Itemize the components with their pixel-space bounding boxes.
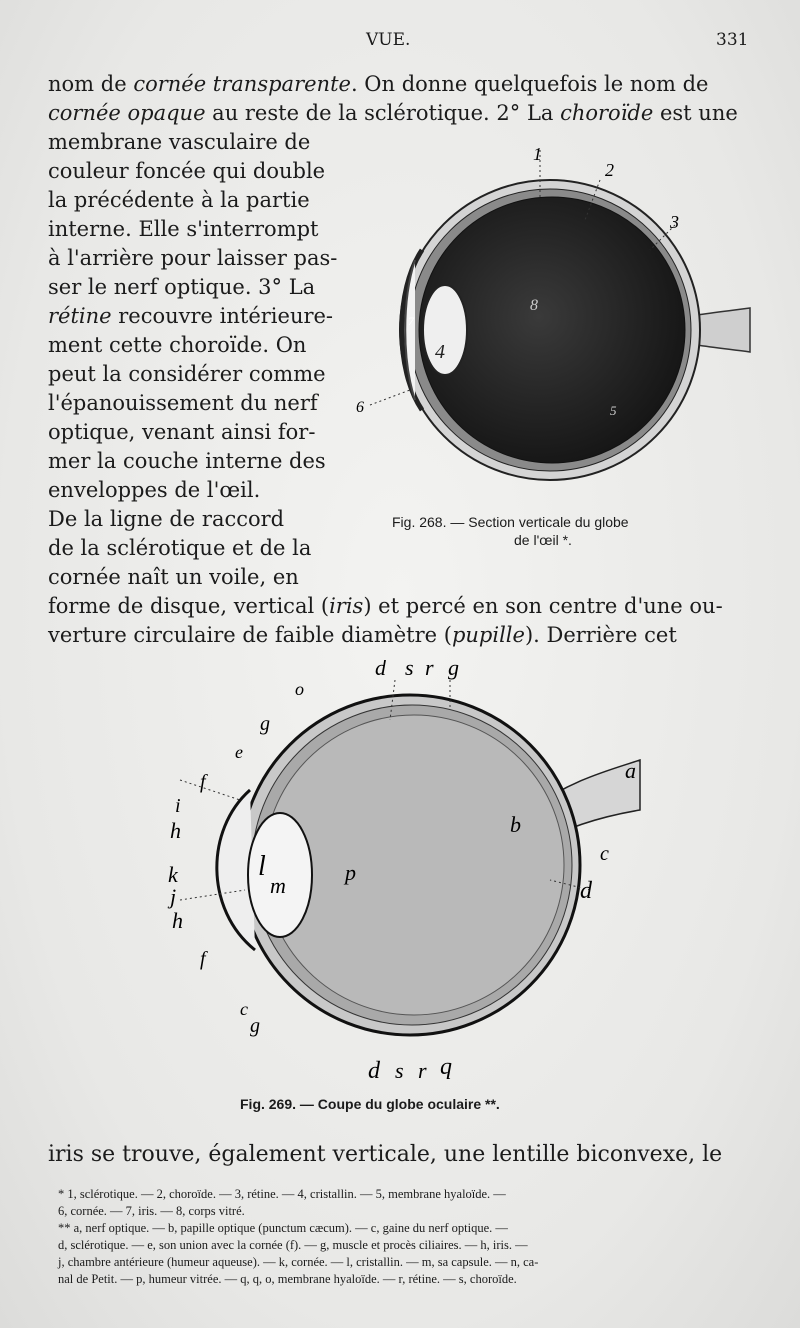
- footnote-line: j, chambre antérieure (humeur aqueuse). — k, cornée. — l, cristallin. — m, sa capsule. — n, ca-: [58, 1255, 539, 1269]
- fig269-label-p: p: [345, 860, 356, 885]
- body-text-segment: . On donne quelquefois le nom de: [350, 72, 709, 96]
- body-text-segment: membrane vasculaire de: [48, 130, 311, 154]
- body-text-line: [48, 505, 284, 534]
- fig269-label-h-bottom: h: [172, 908, 183, 933]
- fig269-label-g-bottom: g: [250, 1015, 260, 1037]
- body-text-line: [48, 157, 325, 186]
- body-text-line: [48, 592, 723, 621]
- fig269-label-g-top: g: [448, 660, 459, 680]
- fig269-label-r-top: r: [425, 660, 434, 680]
- fig269-label-r-bottom: r: [418, 1058, 427, 1080]
- figure-268-caption-line2: de l'œil *.: [514, 532, 572, 548]
- page-number: 331: [716, 30, 749, 50]
- body-text-segment: forme de disque, vertical (: [48, 594, 330, 618]
- fig269-label-f-bottom: f: [200, 948, 206, 970]
- body-text-line: [48, 215, 319, 244]
- fig269-label-f-top: f: [200, 771, 206, 793]
- body-text-segment: est une: [653, 101, 738, 125]
- body-text-line: [48, 621, 677, 650]
- body-text-segment: couleur foncée qui double: [48, 159, 326, 183]
- body-text-line: [48, 389, 318, 418]
- fig268-label-2: 2: [605, 160, 614, 180]
- fig269-label-h-top: h: [170, 818, 181, 843]
- body-text-line: [48, 476, 260, 505]
- fig269-label-g-left: g: [260, 713, 270, 735]
- footnote-line: nal de Petit. — p, humeur vitrée. — q, q, o, membrane hyaloïde. — r, rétine. — s, choroïde.: [58, 1272, 517, 1286]
- body-text-segment: de la sclérotique et de la: [48, 536, 312, 560]
- body-text-segment: interne. Elle s'interrompt: [48, 217, 319, 241]
- fig268-label-6: 6: [356, 399, 364, 416]
- body-text-segment: l'épanouissement du nerf: [48, 391, 318, 415]
- footnote-line: 6, cornée. — 7, iris. — 8, corps vitré.: [58, 1204, 245, 1218]
- fig269-label-b: b: [510, 812, 521, 837]
- body-text-line: [48, 360, 326, 389]
- fig268-label-7: 7: [408, 314, 414, 328]
- fig268-label-3: 3: [670, 212, 679, 232]
- body-text-line: [48, 447, 326, 476]
- fig269-label-k: k: [168, 862, 178, 887]
- body-text-segment: cornée naît un voile, en: [48, 565, 299, 589]
- body-text-line: [48, 273, 315, 302]
- fig269-label-j: j: [170, 884, 177, 909]
- fig268-label-8: 8: [530, 297, 538, 314]
- body-text-segment: enveloppes de l'œil.: [48, 478, 261, 502]
- fig269-label-d-bottom: d: [368, 1058, 380, 1080]
- body-text-segment: ). Derrière cet: [524, 623, 677, 647]
- body-text-segment: peut la considérer comme: [48, 362, 326, 386]
- fig269-label-a: a: [625, 758, 636, 783]
- body-text-segment: ) et percé en son centre d'une ou-: [363, 594, 723, 618]
- body-text-segment: rétine: [48, 304, 112, 328]
- body-text-segment: ser le nerf optique. 3° La: [48, 275, 316, 299]
- body-text-line: [48, 186, 310, 215]
- body-text-segment: verture circulaire de faible diamètre (: [48, 623, 452, 647]
- body-text-bottom-line: iris se trouve, également verticale, une lentille biconvexe, le: [48, 1142, 723, 1167]
- fig269-label-d-right: d: [580, 878, 592, 904]
- body-text-segment: nom de: [48, 72, 134, 96]
- body-text-segment: à l'arrière pour laisser pas-: [48, 246, 338, 270]
- figure-269-caption: Fig. 269. — Coupe du globe oculaire **.: [240, 1096, 500, 1112]
- body-text-segment: la précédente à la partie: [48, 188, 310, 212]
- fig269-label-i: i: [175, 795, 181, 817]
- figure-268-eye-section: [350, 140, 760, 510]
- fig269-label-c-right: c: [600, 843, 609, 865]
- footnote-line: * 1, sclérotique. — 2, choroïde. — 3, rétine. — 4, cristallin. — 5, membrane hyaloïde. —: [58, 1187, 506, 1201]
- body-text-segment: De la ligne de raccord: [48, 507, 285, 531]
- body-text-line: [48, 99, 738, 128]
- body-text-line: [48, 302, 333, 331]
- body-text-segment: iris: [329, 594, 364, 618]
- body-text-line: [48, 534, 311, 563]
- fig269-label-c-bottom: c: [240, 999, 248, 1019]
- body-text-segment: pupille: [451, 623, 525, 647]
- body-text-line: [48, 418, 315, 447]
- figure-268-caption-line1: Fig. 268. — Section verticale du globe: [392, 514, 629, 530]
- running-title: VUE.: [366, 30, 411, 50]
- body-text-line: [48, 331, 306, 360]
- body-text-line: [48, 244, 337, 273]
- body-text-segment: recouvre intérieure-: [111, 304, 334, 328]
- footnote-line: ** a, nerf optique. — b, papille optique (punctum cæcum). — c, gaine du nerf optique. —: [58, 1221, 508, 1235]
- fig268-label-1: 1: [533, 144, 542, 164]
- body-text-line: [48, 128, 310, 157]
- body-text-line: [48, 70, 708, 99]
- fig269-label-d-top: d: [375, 660, 386, 680]
- body-text-segment: ment cette choroïde. On: [48, 333, 307, 357]
- body-text-segment: choroïde: [560, 101, 654, 125]
- fig269-label-s-bottom: s: [395, 1058, 404, 1080]
- fig269-label-q-bottom: q: [440, 1054, 452, 1080]
- fig269-label-e: e: [235, 742, 243, 762]
- body-text-segment: au reste de la sclérotique. 2° La: [205, 101, 561, 125]
- body-text-line: [48, 563, 299, 592]
- body-text-segment: cornée opaque: [48, 101, 206, 125]
- fig269-label-m: m: [270, 873, 286, 898]
- body-text-segment: optique, venant ainsi for-: [48, 420, 316, 444]
- footnote-line: d, sclérotique. — e, son union avec la cornée (f). — g, muscle et procès ciliaires. — h, iris. —: [58, 1238, 528, 1252]
- fig268-label-5: 5: [610, 403, 617, 418]
- fig269-label-l: l: [258, 851, 266, 882]
- body-text-segment: mer la couche interne des: [48, 449, 326, 473]
- fig269-label-s-top: s: [405, 660, 414, 680]
- body-text-segment: cornée transparente: [133, 72, 351, 96]
- fig268-label-4: 4: [435, 341, 445, 363]
- fig269-label-o: o: [295, 679, 304, 699]
- figure-269-eye-cross-section: [150, 660, 650, 1080]
